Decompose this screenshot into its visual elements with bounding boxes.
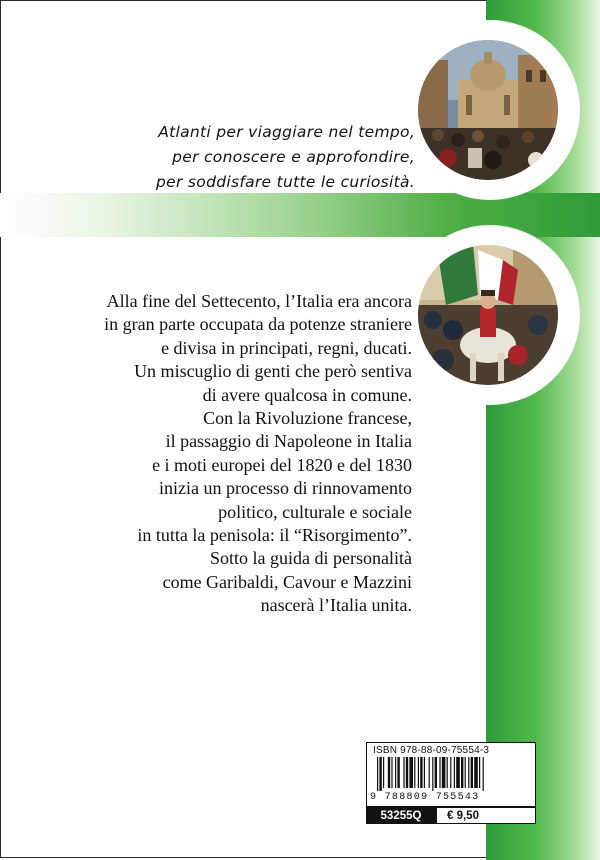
- barcode-bar: [403, 757, 404, 788]
- barcode-bar: [395, 757, 396, 788]
- barcode-bar: [454, 757, 455, 788]
- blurb-line: in tutta la penisola: il “Risorgimento”.: [137, 525, 412, 546]
- barcode-bar: [429, 757, 430, 788]
- blurb-line: inizia un processo di rinnovamento: [159, 478, 412, 499]
- tagline-line: Atlanti per viaggiare nel tempo,: [158, 123, 415, 141]
- price-label: € 9,50: [436, 807, 536, 824]
- blurb-line: Un miscuglio di genti che però sentiva: [134, 361, 412, 382]
- barcode-bar: [391, 757, 392, 788]
- blurb-line: Alla fine del Settecento, l’Italia era ancora: [106, 291, 412, 311]
- series-tagline: [115, 120, 415, 195]
- blurb-line: Con la Rivoluzione francese,: [203, 408, 412, 429]
- barcode-bar: [432, 757, 433, 791]
- barcode-bar: [377, 757, 378, 791]
- blurb-line: nascerà l’Italia unita.: [260, 595, 412, 616]
- price-row: [366, 807, 536, 824]
- product-code: 53255Q: [366, 807, 436, 824]
- barcode-bar: [447, 757, 448, 788]
- barcode-box: [366, 742, 536, 807]
- tagline-line: per soddisfare tutte le curiosità.: [156, 173, 415, 191]
- barcode-bar: [397, 757, 399, 788]
- tagline-line: per conoscere e approfondire,: [172, 148, 415, 166]
- isbn-label: ISBN 978-88-09-75554-3: [373, 745, 490, 756]
- blurb-text: [60, 290, 412, 618]
- barcode-bar: [479, 757, 480, 788]
- barcode-bar: [414, 757, 415, 788]
- barcode-bar: [418, 757, 419, 788]
- barcode-bar: [456, 757, 460, 788]
- barcode-bar: [468, 757, 469, 788]
- blurb-line: e i moti europei del 1820 e del 1830: [152, 454, 412, 475]
- city-square-painting: [418, 40, 558, 180]
- ean-digits: 9 788809 755543: [370, 792, 480, 803]
- garibaldi-painting: [418, 245, 558, 385]
- blurb-line: Sotto la guida di personalità: [210, 548, 412, 569]
- barcode-bar: [439, 757, 440, 788]
- barcode-bar: [383, 757, 384, 788]
- barcode-bar: [450, 757, 451, 788]
- barcode-bar: [465, 757, 466, 788]
- barcode-bar: [379, 757, 381, 791]
- barcode-bar: [406, 757, 408, 788]
- barcode-bar: [388, 757, 390, 788]
- barcode-bar: [474, 757, 478, 788]
- blurb-line: in gran parte occupata da potenze straniere: [104, 314, 412, 335]
- barcode-bar: [424, 757, 425, 788]
- barcode-bar: [420, 757, 422, 788]
- blurb-line: politico, culturale e sociale: [218, 501, 412, 522]
- blurb-line: come Garibaldi, Cavour e Mazzini: [162, 571, 412, 592]
- barcode-bar: [442, 757, 446, 788]
- blurb-line: di avere qualcosa in comune.: [202, 384, 412, 405]
- barcode-bar: [409, 757, 413, 788]
- blurb-line: il passaggio di Napoleone in Italia: [165, 431, 412, 452]
- barcode-bar: [471, 757, 473, 788]
- blurb-line: e divisa in principati, regni, ducati.: [161, 337, 412, 358]
- barcode-bars: [377, 757, 527, 791]
- barcode-bar: [435, 757, 437, 788]
- barcode-bar: [461, 757, 463, 788]
- barcode-bar: [483, 757, 484, 791]
